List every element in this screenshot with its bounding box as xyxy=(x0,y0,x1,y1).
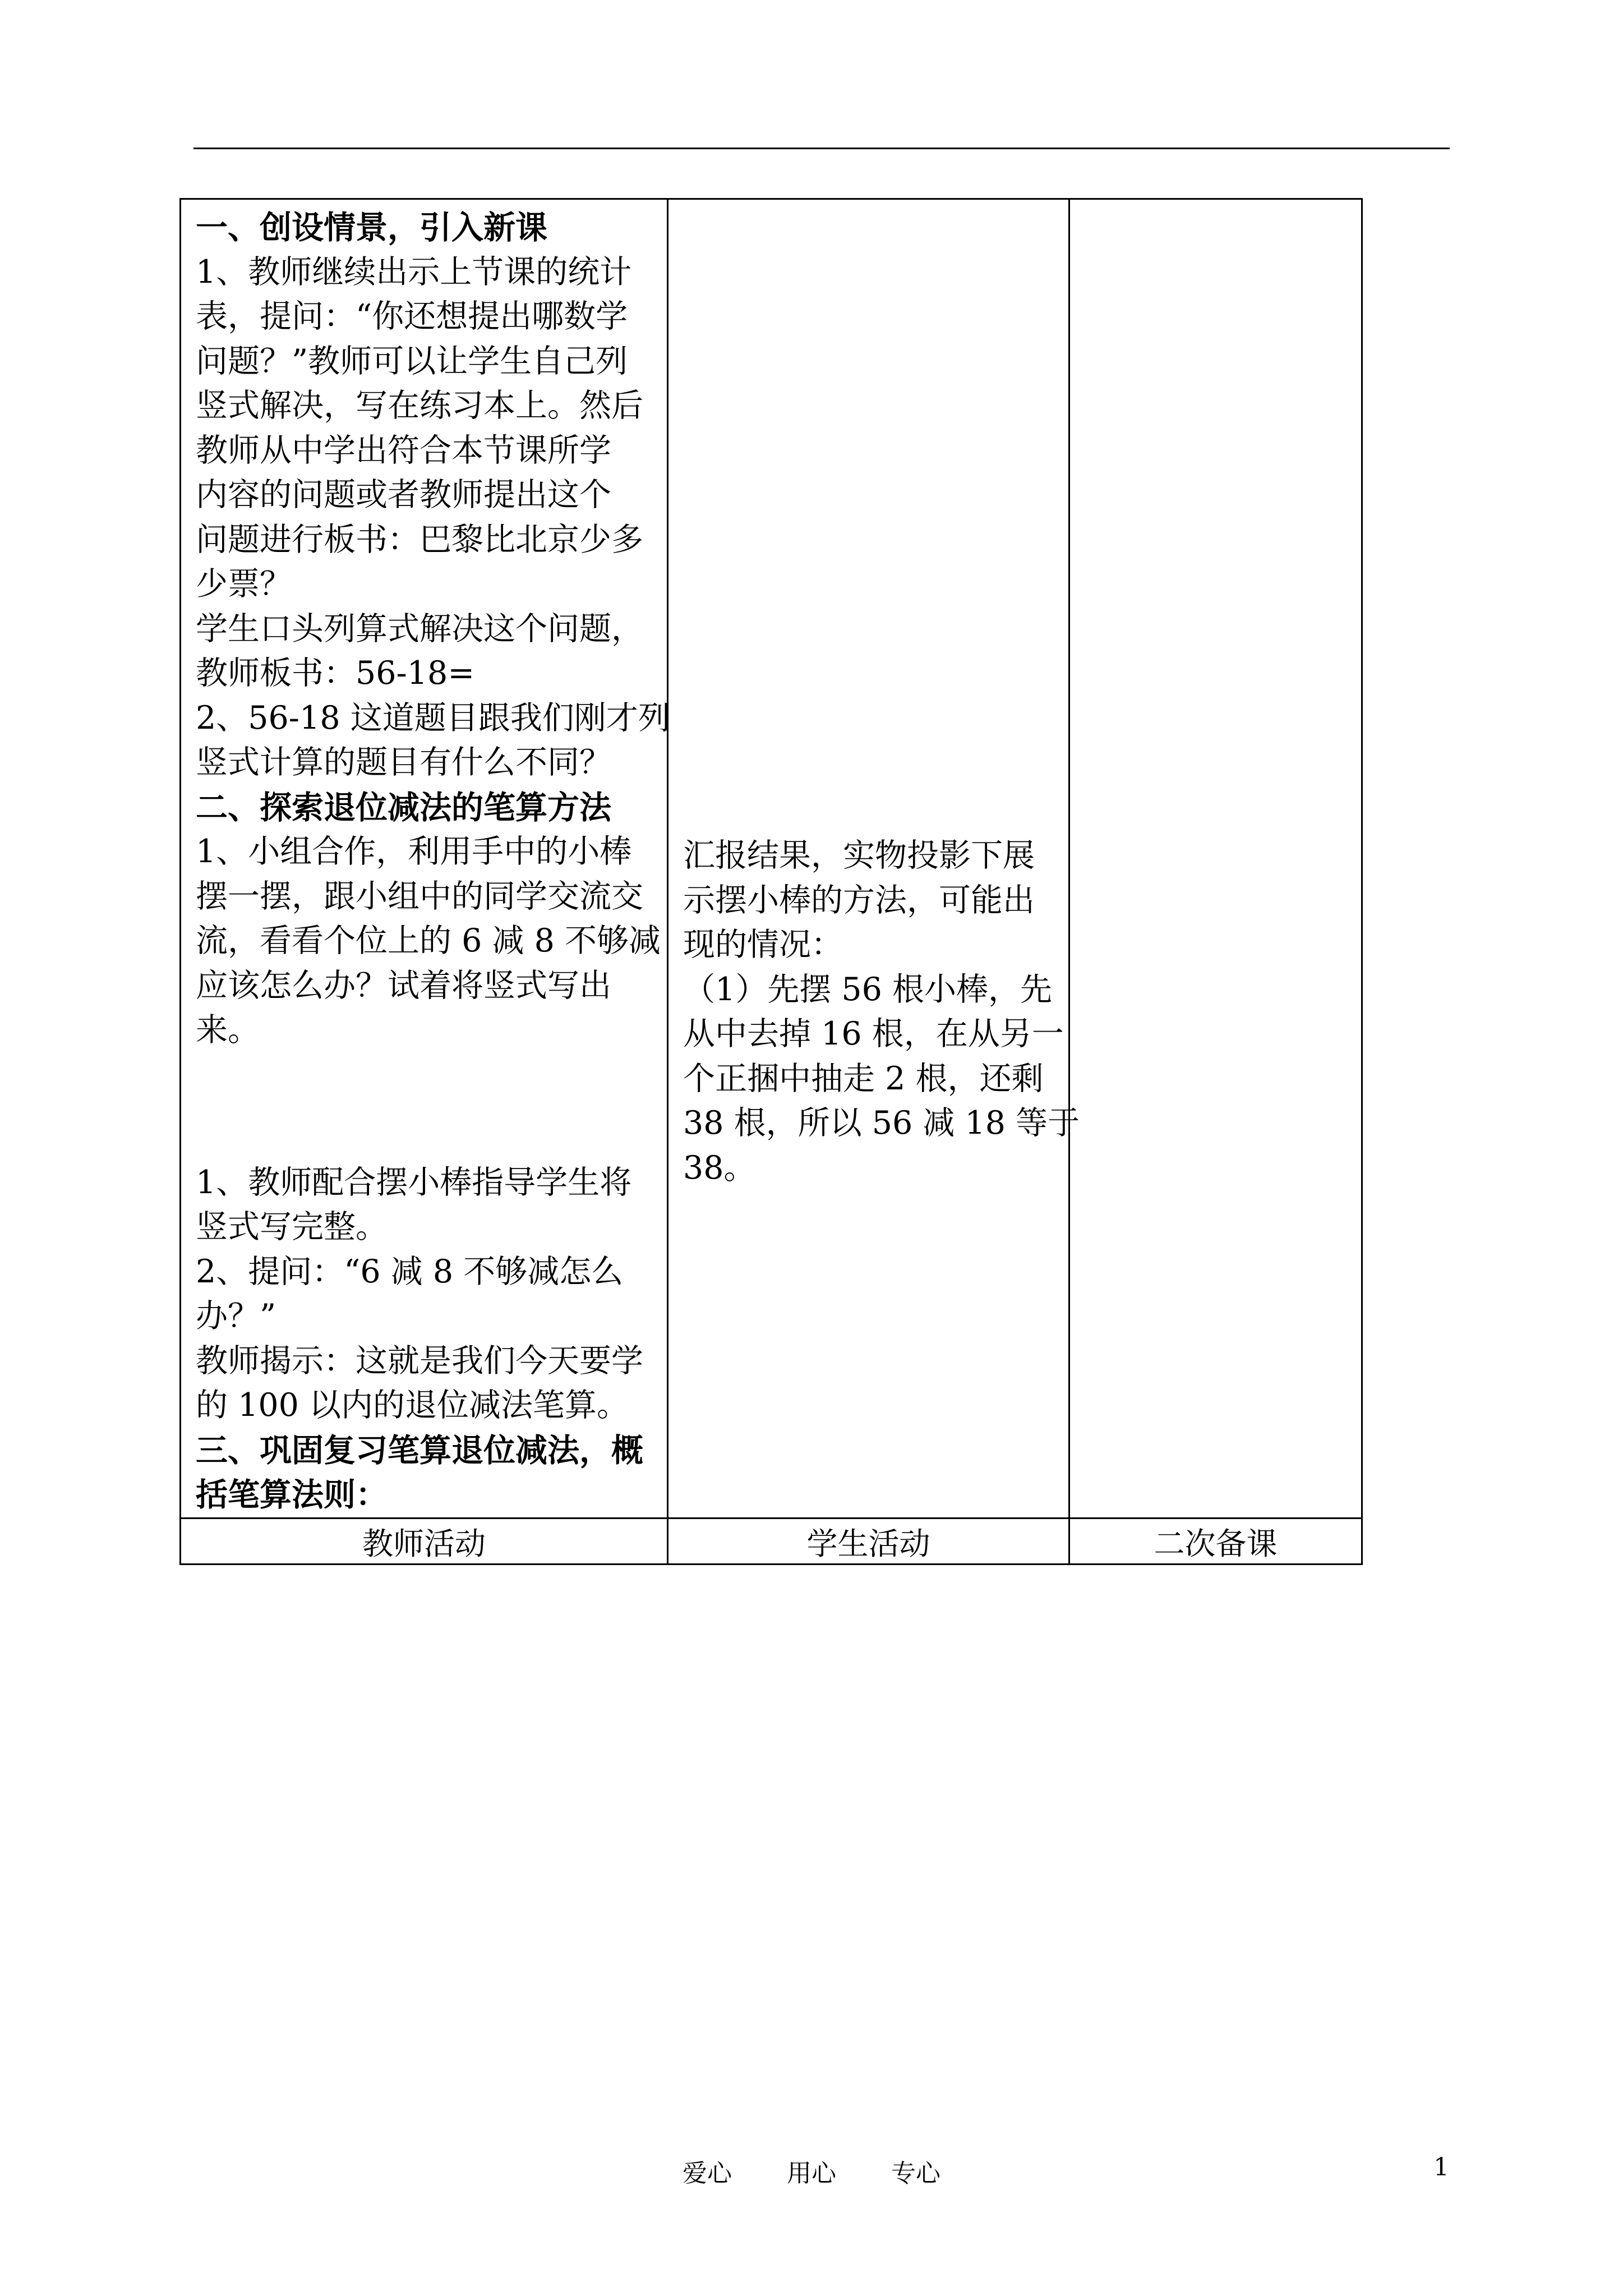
section1-line: 问题进行板书：巴黎比北京少多 xyxy=(196,521,643,558)
section3-heading: 括笔算法则： xyxy=(196,1476,388,1513)
section1-line: 1、教师继续出示上节课的统计 xyxy=(196,253,632,291)
section2-line: 摆一摆，跟小组中的同学交流交 xyxy=(196,877,643,915)
second-preparation-label: 二次备课 xyxy=(1069,1518,1362,1564)
section1-line: 少票？ xyxy=(196,565,292,602)
section1-line: 竖式计算的题目有什么不同？ xyxy=(196,744,611,781)
header-rule xyxy=(193,148,1450,149)
student-line: 38。 xyxy=(683,1149,756,1186)
student-line: 个正捆中抽走 2 根，还剩 xyxy=(683,1060,1044,1097)
blank-gap xyxy=(196,1053,652,1161)
section2-line: 教师揭示：这就是我们今天要学 xyxy=(196,1342,643,1379)
footer-motto xyxy=(0,2153,1623,2189)
student-line: 现的情况： xyxy=(683,926,843,963)
section1-line: 表，提问：“你还想提出哪数学 xyxy=(196,298,628,335)
page-number: 1 xyxy=(1433,2153,1449,2182)
section2-line: 流，看看个位上的 6 减 8 不够减 xyxy=(196,922,661,959)
section1-line: 内容的问题或者教师提出这个 xyxy=(196,476,611,513)
section2-line: 竖式写完整。 xyxy=(196,1208,388,1245)
section1-line: 教师从中学出符合本节课所学 xyxy=(196,431,611,469)
section1-line: 教师板书：56-18= xyxy=(196,655,475,692)
content-row xyxy=(181,199,1362,1519)
section1-line: 2、56-18 这道题目跟我们刚才列 xyxy=(196,699,670,737)
lesson-plan-table xyxy=(179,198,1363,1565)
section3-heading: 三、巩固复习笔算退位减法，概 xyxy=(196,1431,643,1469)
section2-line: 2、提问：“6 减 8 不够减怎么 xyxy=(196,1253,624,1290)
student-line: 从中去掉 16 根，在从另一 xyxy=(683,1015,1064,1052)
student-line: （1）先摆 56 根小棒，先 xyxy=(683,970,1053,1008)
student-activity-label: 学生活动 xyxy=(668,1518,1069,1564)
section2-line: 1、小组合作，利用手中的小棒 xyxy=(196,833,632,870)
student-activity-cell xyxy=(668,199,1080,1519)
section2-line: 应该怎么办？试着将竖式写出 xyxy=(196,967,611,1004)
section1-heading: 一、创设情景，引入新课 xyxy=(196,209,547,246)
column-label-row xyxy=(181,1518,1362,1564)
footer-motto-item: 用心 xyxy=(787,2159,836,2188)
teacher-activity-cell xyxy=(181,199,668,1519)
section1-line: 问题？”教师可以让学生自己列 xyxy=(196,342,628,380)
teacher-activity-label: 教师活动 xyxy=(181,1518,668,1564)
section1-line: 竖式解决，写在练习本上。然后 xyxy=(196,387,643,424)
section2-line: 的 100 以内的退位减法笔算。 xyxy=(196,1387,629,1424)
section2-heading: 二、探索退位减法的笔算方法 xyxy=(196,788,611,826)
student-line: 示摆小棒的方法，可能出 xyxy=(683,881,1035,919)
section1-line: 学生口头列算式解决这个问题， xyxy=(196,610,643,647)
student-line: 汇报结果，实物投影下展 xyxy=(683,837,1035,874)
footer-motto-item: 专心 xyxy=(891,2159,940,2188)
section2-line: 办？” xyxy=(196,1297,276,1335)
second-preparation-cell xyxy=(1069,199,1362,1519)
section2-line: 1、教师配合摆小棒指导学生将 xyxy=(196,1163,632,1201)
section2-line: 来。 xyxy=(196,1011,260,1048)
student-line: 38 根，所以 56 减 18 等于 xyxy=(683,1105,1080,1142)
footer-motto-item: 爱心 xyxy=(683,2159,732,2188)
